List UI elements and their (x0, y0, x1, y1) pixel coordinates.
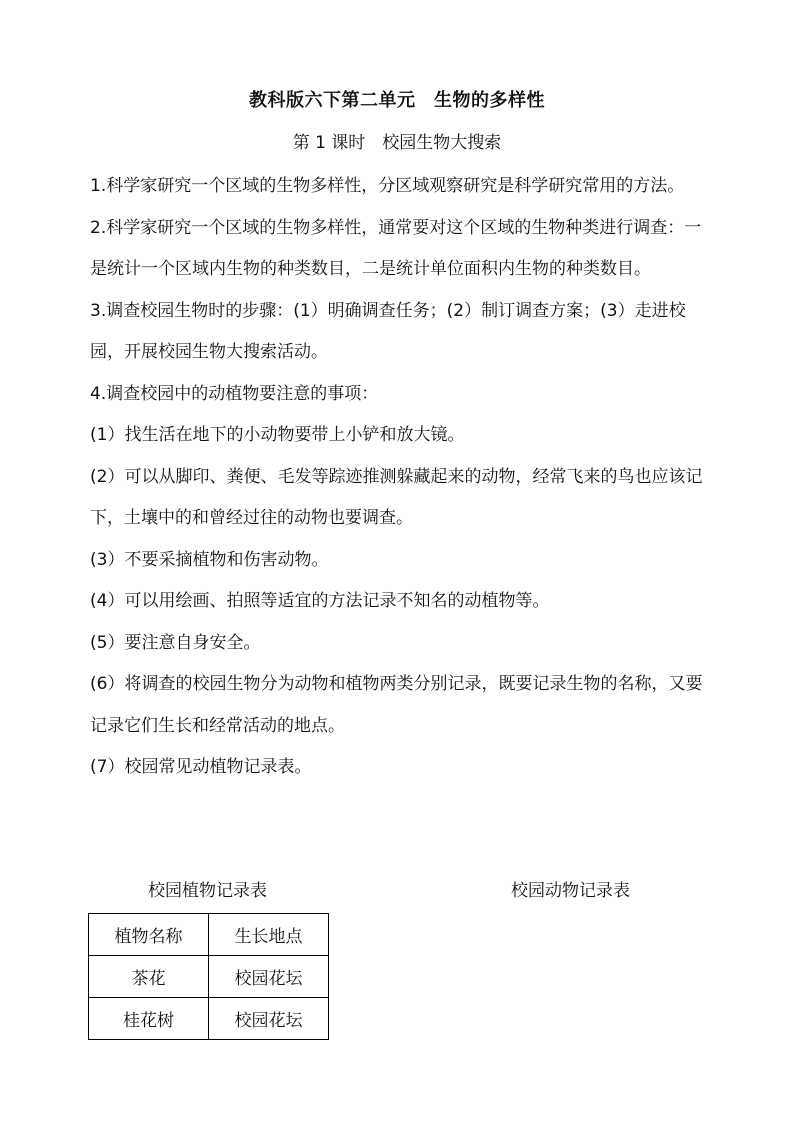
paragraph: (5）要注意自身安全。 (90, 632, 261, 653)
lesson-subtitle: 第 1 课时 校园生物大搜索 (292, 133, 502, 153)
table-cell: 校园花坛 (209, 956, 329, 998)
plant-record-table (88, 913, 329, 1040)
paragraph: (1）找生活在地下的小动物要带上小铲和放大镜。 (90, 425, 465, 445)
paragraph: (7）校园常见动植物记录表。 (90, 757, 312, 777)
body-text (90, 166, 706, 789)
animal-table-caption: 校园动物记录表 (511, 881, 630, 901)
table-cell: 桂花树 (89, 998, 209, 1040)
table-cell: 校园花坛 (209, 998, 329, 1040)
document-title: 教科版六下第二单元 生物的多样性 (249, 90, 545, 111)
paragraph: (2）可以从脚印、粪便、毛发等踪迹推测躲藏起来的动物，经常飞来的鸟也应该记下，土壤中的和曾经过往的动物也要调查。 (90, 466, 703, 528)
table-cell: 茶花 (89, 956, 209, 998)
table-row (89, 998, 329, 1040)
paragraph: (4）可以用绘画、拍照等适宜的方法记录不知名的动植物等。 (90, 591, 550, 611)
table-row (89, 956, 329, 998)
plant-table-caption: 校园植物记录表 (148, 881, 267, 901)
paragraph: 2.科学家研究一个区域的生物多样性，通常要对这个区域的生物种类进行调查：一是统计一个区域内生物的种类数目，二是统计单位面积内生物的种类数目。 (90, 217, 702, 279)
table-header-row (89, 914, 329, 956)
paragraph: (3）不要采摘植物和伤害动物。 (90, 549, 329, 570)
paragraph: 3.调查校园生物时的步骤：(1）明确调查任务；(2）制订调查方案；(3）走进校园，开展校园生物大搜索活动。 (90, 300, 686, 362)
paragraph: (6）将调查的校园生物分为动物和植物两类分别记录，既要记录生物的名称，又要记录它们生长和经常活动的地点。 (90, 674, 703, 736)
paragraph: 4.调查校园中的动植物要注意的事项： (90, 383, 379, 404)
table-header-cell: 植物名称 (89, 914, 209, 956)
table-header-cell: 生长地点 (209, 914, 329, 956)
paragraph: 1.科学家研究一个区域的生物多样性，分区域观察研究是科学研究常用的方法。 (90, 176, 685, 196)
